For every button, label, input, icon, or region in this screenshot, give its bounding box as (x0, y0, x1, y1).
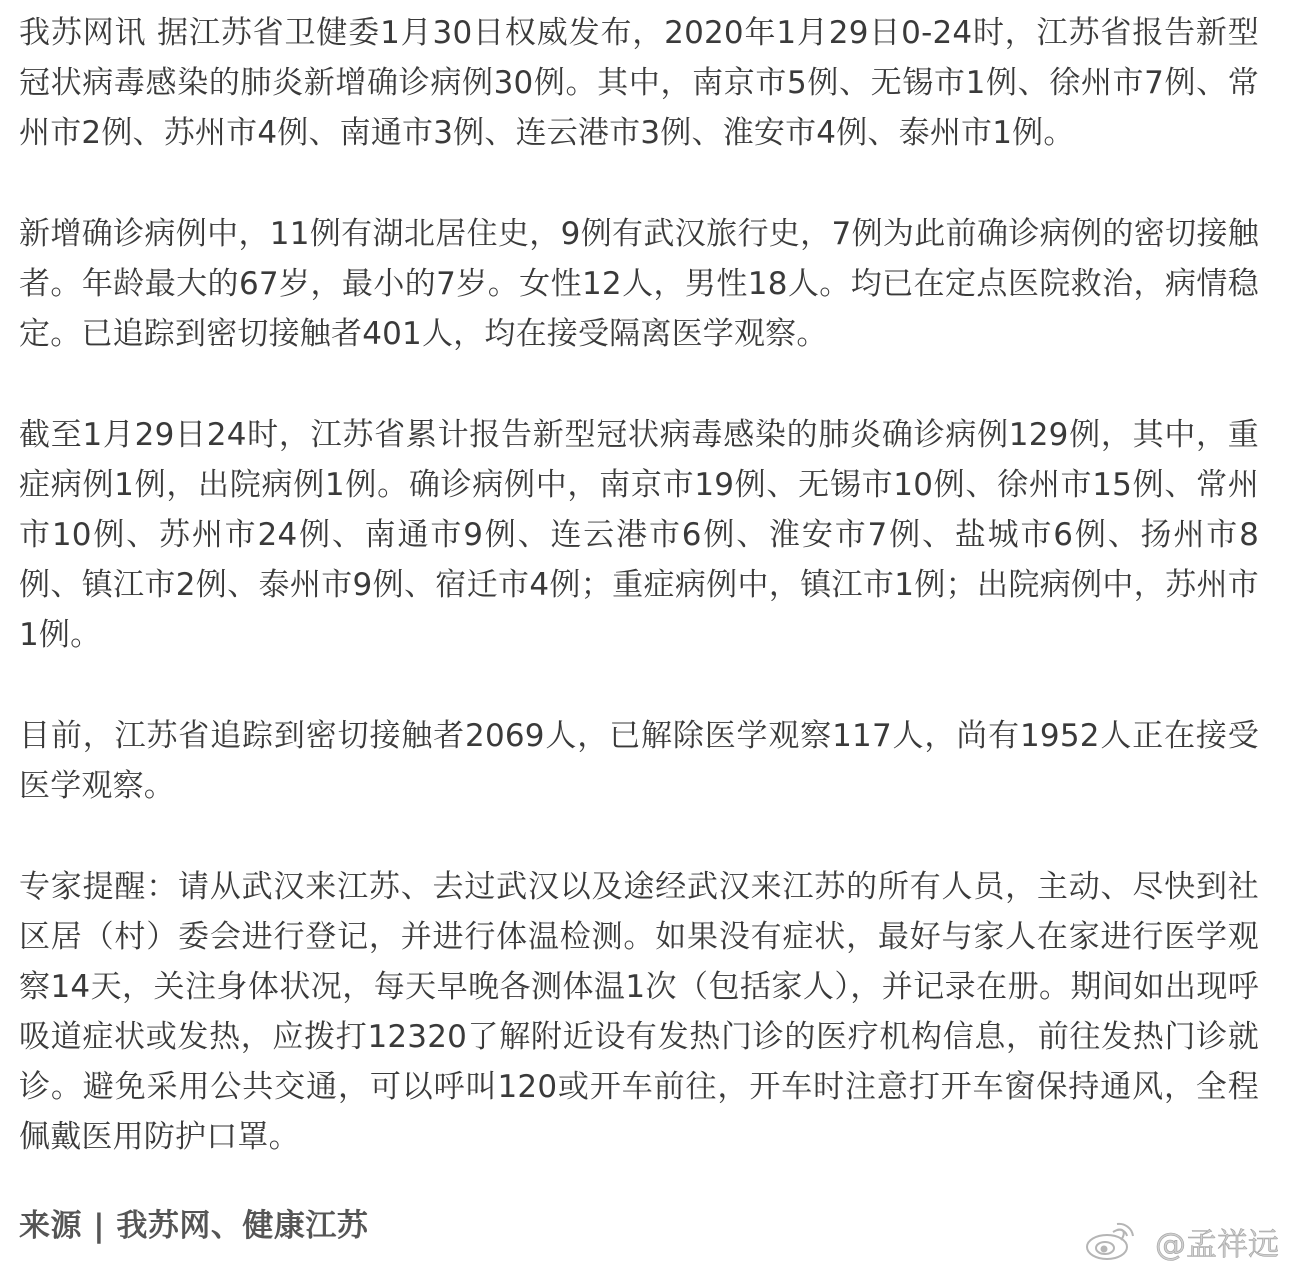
source-line: 来源 | 我苏网、健康江苏 (19, 1208, 369, 1244)
weibo-logo-icon (1083, 1222, 1149, 1262)
paragraph-cumulative-cases: 截至1月29日24时，江苏省累计报告新型冠状病毒感染的肺炎确诊病例129例，其中，重症病例1例，出院病例1例。确诊病例中，南京市19例、无锡市10例、徐州市15例、常州市10例、苏州市24例、南通市9例、连云港市6例、淮安市7例、盐城市6例、扬州市8例、镇江市2例、泰州市9例、宿迁市4例；重症病例中，镇江市1例；出院病例中，苏州市1例。 (19, 417, 1259, 653)
weibo-watermark (1083, 1219, 1279, 1264)
paragraph-new-cases-detail: 新增确诊病例中，11例有湖北居住史，9例有武汉旅行史，7例为此前确诊病例的密切接触者。年龄最大的67岁，最小的7岁。女性12人，男性18人。均已在定点医院救治，病情稳定。已追踪到密切接触者401人，均在接受隔离医学观察。 (19, 216, 1259, 352)
paragraph-close-contacts: 目前，江苏省追踪到密切接触者2069人，已解除医学观察117人，尚有1952人正在接受医学观察。 (19, 718, 1259, 804)
paragraph-expert-advice: 专家提醒：请从武汉来江苏、去过武汉以及途经武汉来江苏的所有人员，主动、尽快到社区居（村）委会进行登记，并进行体温检测。如果没有症状，最好与家人在家进行医学观察14天，关注身体状况，每天早晚各测体温1次（包括家人），并记录在册。期间如出现呼吸道症状或发热，应拨打12320了解附近设有发热门诊的医疗机构信息，前往发热门诊就诊。避免采用公共交通，可以呼叫120或开车前往，开车时注意打开车窗保持通风，全程佩戴医用防护口罩。 (19, 869, 1259, 1155)
paragraph-report-summary: 我苏网讯 据江苏省卫健委1月30日权威发布，2020年1月29日0-24时，江苏省报告新型冠状病毒感染的肺炎新增确诊病例30例。其中，南京市5例、无锡市1例、徐州市7例、常州市2例、苏州市4例、南通市3例、连云港市3例、淮安市4例、泰州市1例。 (19, 15, 1259, 151)
article-body (19, 8, 1259, 1213)
weibo-handle: @孟祥远 (1155, 1227, 1279, 1263)
